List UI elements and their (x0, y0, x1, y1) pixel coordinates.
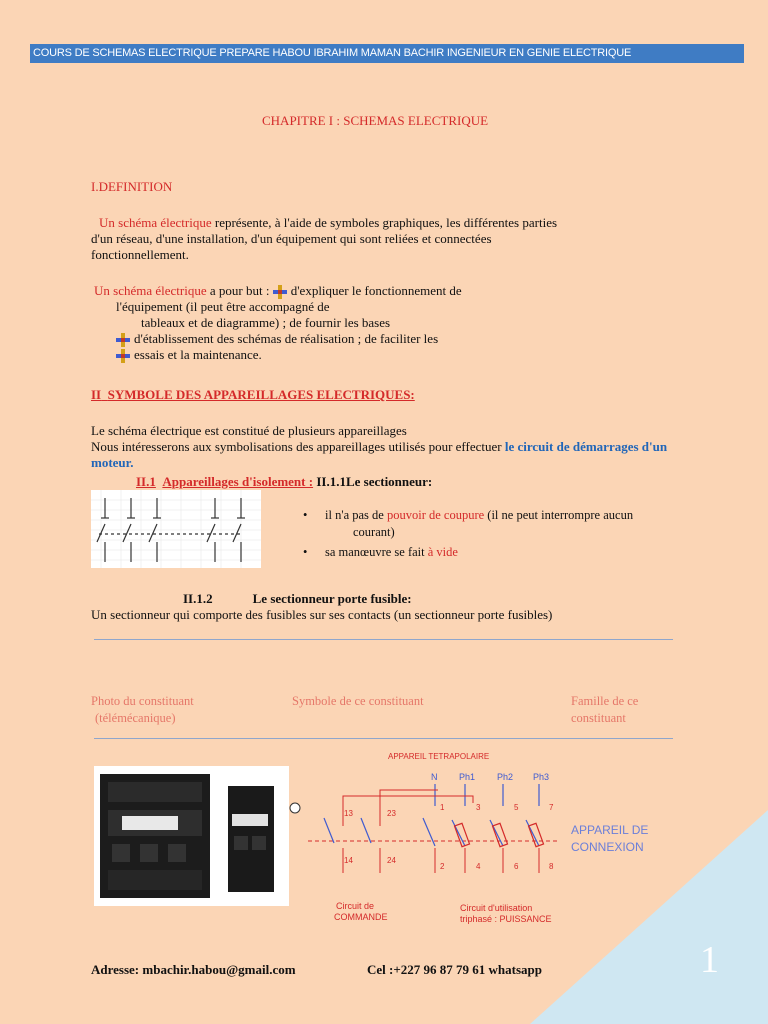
sectionneur-bullets (303, 507, 683, 561)
symbols-paragraph (91, 423, 721, 471)
purpose-text-5: d'établissement des schémas de réalisation ; de faciliter les (134, 331, 439, 347)
definition-paragraph (91, 215, 651, 263)
page-number: 1 (700, 939, 719, 981)
col-label: (télémécanique) (95, 710, 176, 725)
sectionneur-symbol-image (91, 490, 261, 568)
bullet-symbol-icon (273, 285, 287, 299)
symbols-text-blue: le circuit de démarrages d'un (504, 439, 668, 454)
circuit-diagram (288, 748, 583, 928)
footer-phone: Cel :+227 96 87 79 61 whatsapp (367, 962, 542, 977)
bullet-text: (il ne peut interrompre aucun (484, 508, 634, 522)
terminal-number: 4 (476, 862, 481, 871)
command-label: COMMANDE (334, 912, 388, 922)
definition-text-2: d'un réseau, d'une installation, d'un équipement qui sont reliées et connectées (91, 231, 492, 246)
symbols-text-blue-2: moteur. (91, 455, 134, 470)
fuse-description: Un sectionneur qui comporte des fusibles sur ses contacts (un sectionneur porte fusibles) (91, 607, 553, 622)
purpose-text-2: d'expliquer le fonctionnement de (290, 283, 462, 298)
col-label: Photo du constituant (91, 694, 194, 708)
family-label (571, 822, 648, 856)
col-label: Famille de ce (571, 694, 639, 708)
chapter-title: CHAPITRE I : SCHEMAS ELECTRIQUE (262, 113, 489, 128)
subsubsection-title: II.1.1Le sectionneur: (313, 474, 433, 489)
header-banner: COURS DE SCHEMAS ELECTRIQUE PREPARE HABOU IBRAHIM MAMAN BACHIR INGENIEUR EN GENIE ELECTRIQUE (30, 44, 744, 63)
family-label-line: CONNEXION (571, 840, 644, 854)
section-heading-definition: I.DEFINITION (91, 179, 173, 194)
phase-label: Ph1 (459, 772, 476, 782)
table-col-family (571, 693, 638, 726)
subsection-title: Appareillages d'isolement : (162, 474, 314, 489)
subsection-number: II.1.2 (183, 591, 213, 606)
bullet-text: sa manœuvre se fait (325, 545, 428, 559)
terminal-number: 1 (440, 803, 445, 812)
terminal-number: 6 (514, 862, 519, 871)
phase-label: Ph2 (497, 772, 514, 782)
command-label: Circuit de (336, 901, 375, 911)
power-label: Circuit d'utilisation (460, 903, 533, 913)
terminal-number: 23 (387, 809, 396, 818)
subsection-fuse (183, 591, 412, 607)
col-label: constituant (571, 710, 626, 725)
terminal-number: 5 (514, 803, 519, 812)
definition-text-3: fonctionnellement. (91, 247, 189, 262)
bullet-symbol-icon (116, 333, 130, 347)
divider (94, 738, 673, 739)
section-title: SYMBOLE DES APPAREILLAGES ELECTRIQUES: (107, 387, 415, 402)
section-number: II (91, 387, 102, 402)
family-label-line: APPAREIL DE (571, 823, 649, 837)
subsection-title: Le sectionneur porte fusible: (252, 591, 412, 606)
divider (94, 639, 673, 640)
terminal-number: 7 (549, 803, 554, 812)
definition-text-1: représente, à l'aide de symboles graphiques, les différentes parties (211, 215, 558, 230)
terminal-number: 24 (387, 856, 396, 865)
purpose-term: Un schéma électrique (94, 283, 207, 298)
list-item: • sa manœuvre se fait à vide (303, 545, 458, 559)
bullet-highlight: pouvoir de coupure (386, 508, 485, 522)
purpose-text-3: l'équipement (il peut être accompagné de (116, 299, 330, 315)
purpose-text-6: essais et la maintenance. (134, 347, 262, 363)
list-item: • il n'a pas de pouvoir de coupure (il ne peut interrompre aucun (303, 508, 634, 522)
terminal-number: 14 (344, 856, 353, 865)
symbols-text-1: Le schéma électrique est constitué de plusieurs appareillages (91, 423, 407, 438)
phase-label: N (431, 772, 438, 782)
phase-label: Ph3 (533, 772, 550, 782)
definition-term: Un schéma électrique (99, 215, 212, 230)
purpose-paragraph (94, 283, 614, 363)
terminal-number: 13 (344, 809, 353, 818)
diagram-title: APPAREIL TETRAPOLAIRE (388, 752, 490, 761)
table-col-symbol: Symbole de ce constituant (292, 694, 424, 708)
device-photo (94, 766, 289, 906)
purpose-text-1: a pour but : (206, 283, 270, 298)
subsection-isolation (136, 474, 432, 490)
power-label: triphasé : PUISSANCE (460, 914, 552, 924)
terminal-number: 3 (476, 803, 481, 812)
section-heading-symbols (91, 387, 415, 403)
bullet-symbol-icon (116, 349, 130, 363)
subsection-number: II.1 (136, 474, 156, 489)
purpose-text-4: tableaux et de diagramme) ; de fournir les bases (141, 315, 391, 331)
bullet-highlight: à vide (427, 545, 458, 559)
footer-address: Adresse: mbachir.habou@gmail.com (91, 962, 296, 977)
terminal-number: 2 (440, 862, 445, 871)
bullet-continuation: courant) (353, 524, 395, 539)
symbols-text-2: Nous intéresserons aux symbolisations des appareillages utilisés pour effectuer (91, 439, 505, 454)
table-col-photo (91, 693, 194, 726)
terminal-number: 8 (549, 862, 554, 871)
bullet-text: il n'a pas de (325, 508, 387, 522)
